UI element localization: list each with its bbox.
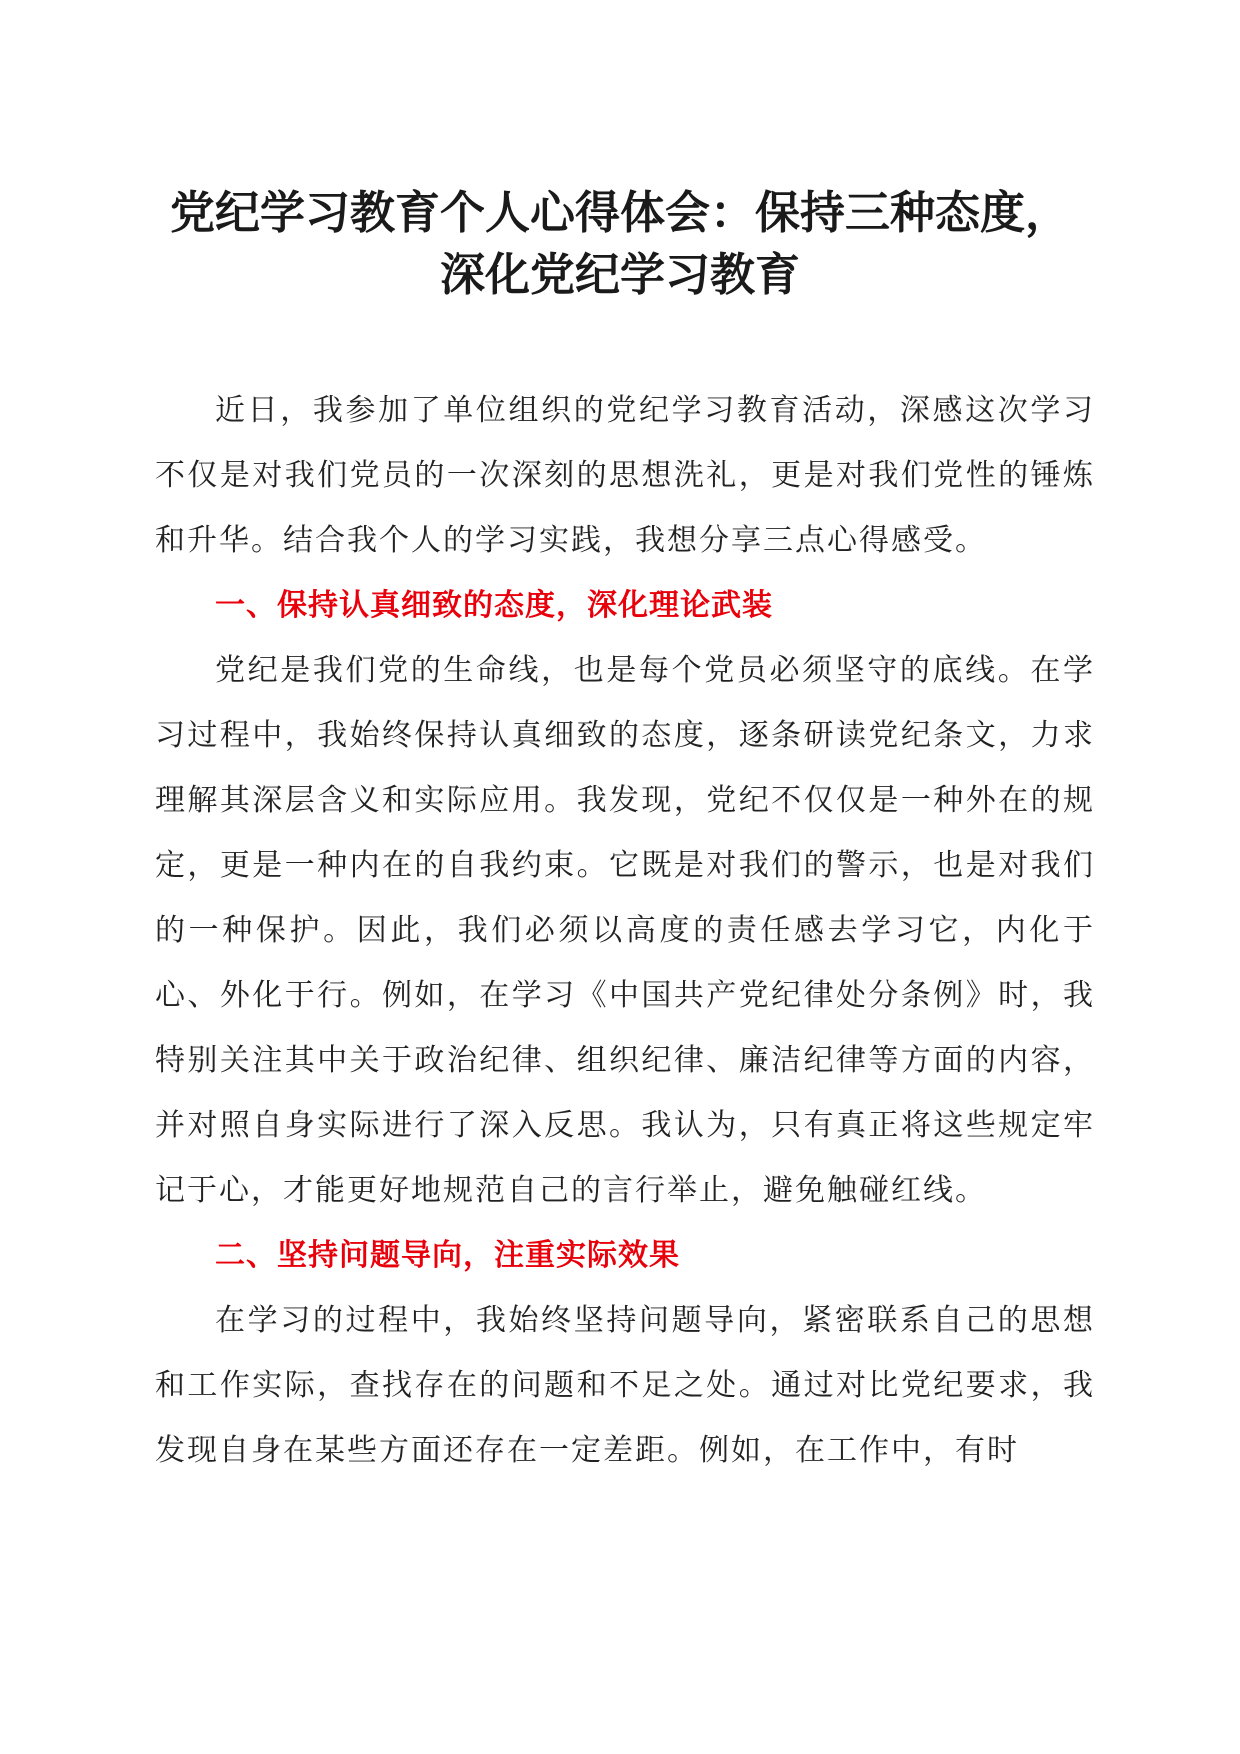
document-title-line-1: 党纪学习教育个人心得体会：保持三种态度， [169,186,1070,239]
section-heading-1: 一、保持认真细致的态度，深化理论武装 [215,588,773,623]
paragraph-intro: 近日，我参加了单位组织的党纪学习教育活动，深感这次学习不仅是对我们党员的一次深刻的思想洗礼，更是对我们党性的锤炼和升华。结合我个人的学习实践，我想分享三点心得感受。 [155,393,1095,558]
document-title-line-2: 深化党纪学习教育 [439,248,800,301]
paragraph-section-2: 在学习的过程中，我始终坚持问题导向，紧密联系自己的思想和工作实际，查找存在的问题和不足之处。通过对比党纪要求，我发现自身在某些方面还存在一定差距。例如，在工作中，有时 [155,1303,1095,1468]
paragraph-section-1: 党纪是我们党的生命线，也是每个党员必须坚守的底线。在学习过程中，我始终保持认真细致的态度，逐条研读党纪条文，力求理解其深层含义和实际应用。我发现，党纪不仅仅是一种外在的规定，更是一种内在的自我约束。它既是对我们的警示，也是对我们的一种保护。因此，我们必须以高度的责任感去学习它，内化于心、外化于行。例如，在学习《中国共产党纪律处分条例》时，我特别关注其中关于政治纪律、组织纪律、廉洁纪律等方面的内容，并对照自身实际进行了深入反思。我认为，只有真正将这些规定牢记于心，才能更好地规范自己的言行举止，避免触碰红线。 [155,653,1095,1208]
section-heading-2: 二、坚持问题导向，注重实际效果 [215,1238,680,1273]
document-body [155,378,1095,1483]
